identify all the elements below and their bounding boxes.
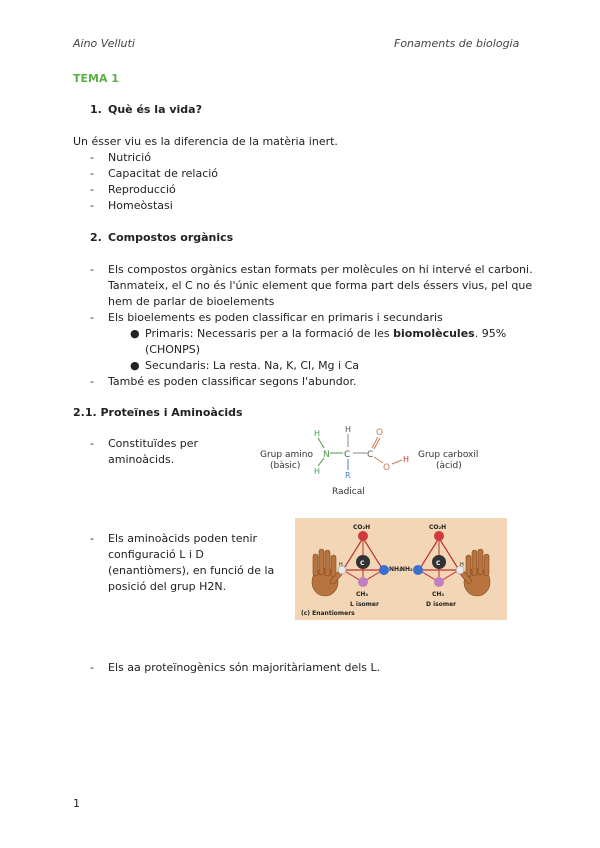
l-co2h-label: CO₂H [353, 524, 371, 531]
dash-bullet: - [90, 263, 94, 276]
dash-bullet: - [90, 532, 94, 545]
text-line: hem de parlar de bioelements [108, 295, 275, 308]
dash-bullet: - [90, 151, 94, 164]
label-amino-sub: (bàsic) [270, 461, 301, 471]
d-h-label: H [460, 562, 464, 568]
sub-list-item [0, 358, 600, 374]
text-line: Tanmateix, el C no és l'únic element que forma part dels éssers vius, pel que [108, 279, 533, 292]
l-isomer-label: L isomer [350, 601, 379, 608]
atom-h: H [403, 455, 410, 464]
section2-title: Compostos orgànics [108, 231, 234, 244]
atom-o: O [383, 463, 391, 473]
label-radical: Radical [332, 487, 365, 497]
label-carboxil-sub: (àcid) [436, 461, 462, 471]
dash-bullet: - [90, 199, 94, 212]
dash-bullet: - [90, 437, 94, 450]
atom-r: R [345, 471, 351, 480]
tema-title: TEMA 1 [73, 72, 119, 85]
list-item [0, 182, 600, 198]
list-item [0, 310, 600, 326]
dot-bullet: ● [130, 327, 140, 340]
section21-title: 2.1. Proteïnes i Aminoàcids [73, 406, 243, 419]
amino-acid-diagram [240, 420, 530, 500]
l-ch3-label: CH₃ [356, 591, 369, 598]
text-line: (enantiòmers), en funció de la [108, 564, 275, 577]
section1-intro: Un ésser viu es la diferencia de la matèria inert. [73, 135, 338, 148]
list-item-text: Els bioelements es poden classificar en primaris i secundaris [108, 311, 443, 324]
atom-h: H [314, 429, 321, 438]
text-line: Els aminoàcids poden tenir [108, 532, 258, 545]
d-ch3-label: CH₃ [432, 591, 445, 598]
l-h-label: H [339, 562, 343, 568]
list-item-text: Capacitat de relació [108, 167, 219, 180]
atom-c: C [367, 450, 374, 460]
l-nh2-label: NH₂ [389, 566, 402, 573]
atom-c-alpha: C [344, 450, 351, 460]
section2-number: 2. [90, 231, 102, 244]
figure-caption: (c) Enantiomers [301, 610, 355, 617]
d-nh2-label: NH₂ [400, 566, 413, 573]
sub1-bold: biomolècules [393, 327, 475, 340]
list-item-text: Homeòstasi [108, 199, 173, 212]
sub-list-item [0, 326, 600, 358]
list-item [0, 436, 260, 468]
sub2-text: Secundaris: La resta. Na, K, Cl, Mg i Ca [145, 359, 360, 372]
d-isomer-label: D isomer [426, 601, 457, 608]
list-item-text: Nutrició [108, 151, 151, 164]
list-item [0, 531, 290, 595]
text-line: configuració L i D [108, 548, 204, 561]
text-line: Els compostos orgànics estan formats per molècules on hi intervé el carboni. [108, 263, 533, 276]
sub1-prefix: Primaris: Necessaris per a la formació de les [145, 327, 394, 340]
dash-bullet: - [90, 661, 94, 674]
section2-p1 [108, 262, 548, 310]
list-item [0, 262, 600, 310]
list-item [0, 150, 600, 166]
atom-h: H [345, 425, 352, 434]
page-number: 1 [73, 797, 80, 810]
text-line: posició del grup H2N. [108, 580, 227, 593]
sub1-suffix: . 95% [474, 327, 507, 340]
dash-bullet: - [90, 167, 94, 180]
section1-number: 1. [90, 103, 102, 116]
header-subject: Fonaments de biologia [394, 37, 520, 50]
atom-n: N [323, 450, 330, 460]
list-item [0, 374, 600, 390]
dot-bullet: ● [130, 359, 140, 372]
dash-bullet: - [90, 311, 94, 324]
text-line: Constituïdes per [108, 437, 199, 450]
bond-o-h [392, 460, 402, 464]
l-c-label: C [360, 560, 365, 567]
label-carboxil: Grup carboxil [418, 450, 479, 460]
text-line: aminoàcids. [108, 453, 175, 466]
label-amino: Grup amino [260, 450, 313, 460]
list-item-text: Reproducció [108, 183, 176, 196]
header-author: Aino Velluti [73, 37, 135, 50]
list-item-text: Els aa proteïnogènics són majoritàriament dels L. [108, 661, 381, 674]
bond-c-o-single [374, 457, 383, 463]
list-item [0, 660, 600, 676]
list-item [0, 198, 600, 214]
atom-o: O [376, 428, 384, 438]
section1-title: Què és la vida? [108, 103, 202, 116]
bond-h-n-top [318, 438, 324, 448]
dash-bullet: - [90, 375, 94, 388]
sub1-line2: (CHONPS) [145, 343, 201, 356]
atom-h: H [314, 467, 321, 476]
dash-bullet: - [90, 183, 94, 196]
enantiomers-figure [295, 518, 507, 620]
list-item [0, 166, 600, 182]
list-item-text: També es poden classificar segons l'abundor. [108, 375, 357, 388]
d-co2h-label: CO₂H [429, 524, 447, 531]
d-c-label: C [436, 560, 441, 567]
